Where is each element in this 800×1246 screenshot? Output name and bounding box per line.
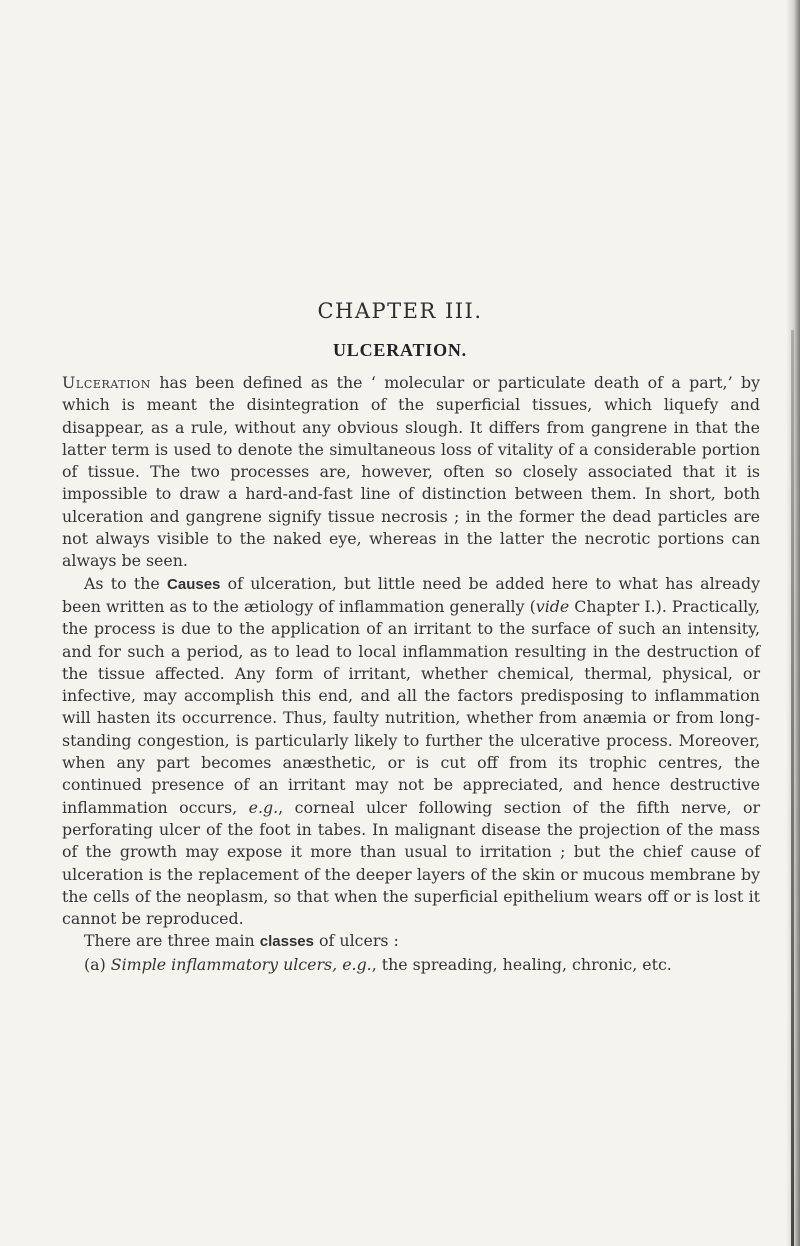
lead-word: Ulceration: [62, 373, 152, 392]
paragraph-definition: [62, 372, 760, 573]
list-item-label: (a): [84, 954, 106, 974]
chapter-title: ULCERATION.: [333, 340, 467, 360]
inline-heading-classes: classes: [259, 933, 314, 951]
paragraph-text: of ulceration, but little need be added here to what has already been written as to the ætiology of inflammation generally (: [62, 573, 761, 616]
chapter-body: [62, 372, 760, 976]
italic-vide: vide: [535, 596, 570, 616]
list-item-a: [62, 954, 760, 976]
chapter-heading: CHAPTER III.: [317, 299, 483, 323]
paragraph-text: There are three main: [84, 931, 260, 951]
page-binding-edge: [791, 330, 794, 1246]
paragraph-causes: [62, 573, 760, 931]
paragraph-text: of ulcers :: [314, 931, 399, 951]
paragraph-text: , the spreading, healing, chronic, etc.: [371, 954, 672, 974]
paragraph-text: , corneal ulcer following section of the fifth nerve, or perforating ulcer of the foot in tabes. In malignant disease the projection of the mass of the growth may expose it more than usual to irritation ; but the chief cause of ulceration is the replacement of the deeper layers of the skin or mucous membrane by the cells of the neoplasm, so that when the superficial epithelium wears off or is lost it cannot be reproduced.: [62, 797, 761, 929]
paragraph-text: Chapter I.). Practically, the process is due to the application of an irritant to the surface of such an intensity, and for such a period, as to lead to local inflammation resulting in the destruction of the tissue affected. Any form of irritant, whether chemical, thermal, physical, or infective, may accomplish this end, and all the factors predisposing to inflammation will hasten its occurrence. Thus, faulty nutrition, whether from anæmia or from long-standing congestion, is particularly likely to further the ulcerative process. Moreover, when any part becomes anæsthetic, or is cut off from its trophic centres, the continued presence of an irritant may not be appreciated, and hence destructive inflammation occurs,: [62, 596, 760, 817]
paragraph-text: has been defined as the ‘ molecular or particulate death of a part,’ by which is meant the disintegration of the superficial tissues, which liquefy and disappear, as a rule, without any obvious slough. It differs from gangrene in that the latter term is used to denote the simultaneous loss of vitality of a considerable portion of tissue. The two processes are, however, often so closely associated that it is impossible to draw a hard-and-fast line of distinction between them. In short, both ulceration and gangrene signify tissue necrosis ; in the former the dead particles are not always visible to the naked eye, whereas in the latter the necrotic portions can always be seen.: [62, 373, 760, 571]
paragraph-classes: [62, 930, 760, 953]
italic-simple-inflammatory: Simple inflammatory ulcers, e.g.: [110, 954, 372, 974]
inline-heading-causes: Causes: [167, 575, 221, 593]
italic-eg: e.g.: [248, 797, 279, 817]
paragraph-text: As to the: [84, 573, 168, 593]
